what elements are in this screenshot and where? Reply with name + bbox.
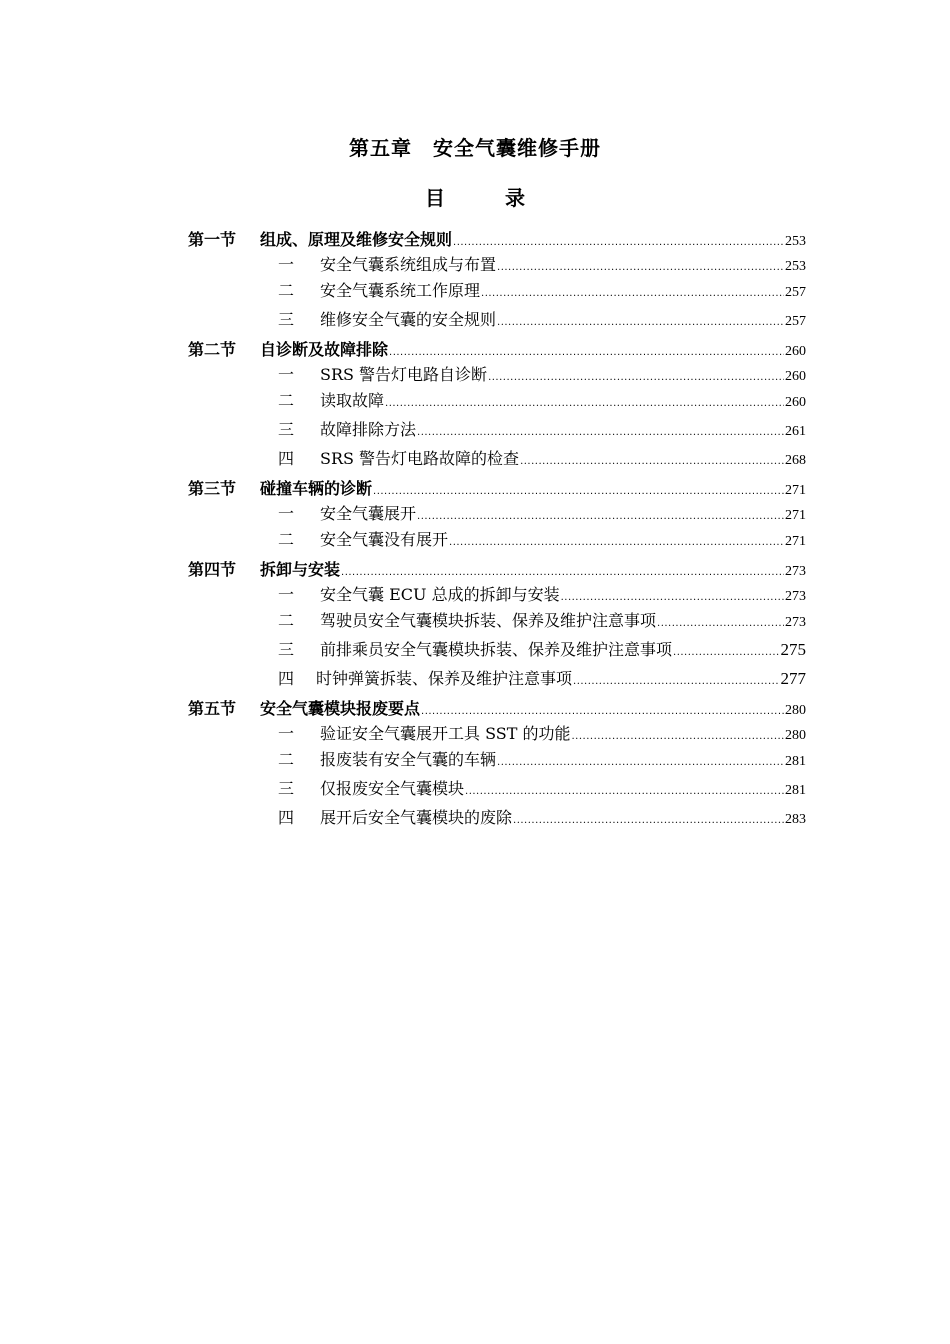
page-number: 268 xyxy=(785,453,806,468)
toc-item[interactable] xyxy=(188,502,806,525)
dot-leader xyxy=(657,609,784,635)
item-number: 二 xyxy=(278,750,295,769)
page-number: 261 xyxy=(785,424,806,439)
item-number: 二 xyxy=(278,281,295,300)
toc-item[interactable] xyxy=(188,664,806,693)
page-number: 257 xyxy=(785,314,806,329)
page-number: 253 xyxy=(785,259,806,274)
dot-leader xyxy=(389,339,784,363)
dot-leader xyxy=(497,256,784,276)
item-number: 三 xyxy=(278,310,295,329)
item-number: 一 xyxy=(278,255,295,274)
toc-item[interactable] xyxy=(188,363,806,386)
item-title: 读取故障 xyxy=(320,391,385,410)
dot-leader xyxy=(513,806,784,832)
page-number: 280 xyxy=(785,728,806,743)
item-title: 驾驶员安全气囊模块拆装、保养及维护注意事项 xyxy=(320,611,657,630)
toc-item[interactable] xyxy=(188,745,806,774)
item-number: 四 xyxy=(278,808,295,827)
page-number: 271 xyxy=(785,483,806,498)
toc-section[interactable] xyxy=(188,556,806,583)
item-title: 验证安全气囊展开工具 SST 的功能 xyxy=(320,724,571,743)
dot-leader xyxy=(561,586,784,606)
toc-item[interactable] xyxy=(188,253,806,276)
dot-leader xyxy=(573,667,779,693)
item-title: 安全气囊系统组成与布置 xyxy=(320,255,497,274)
item-title: 安全气囊没有展开 xyxy=(320,530,449,549)
toc-section[interactable] xyxy=(188,475,806,502)
item-title: 故障排除方法 xyxy=(320,420,417,439)
page-number: 280 xyxy=(785,703,806,718)
item-title: 展开后安全气囊模块的废除 xyxy=(320,808,513,827)
dot-leader xyxy=(481,279,784,305)
dot-leader xyxy=(449,528,784,554)
toc-item[interactable] xyxy=(188,525,806,554)
item-number: 二 xyxy=(278,530,295,549)
page-number: 281 xyxy=(785,783,806,798)
toc-item[interactable] xyxy=(188,276,806,305)
item-number: 四 xyxy=(278,669,295,688)
item-title: 安全气囊系统工作原理 xyxy=(320,281,481,300)
page-number: 273 xyxy=(785,564,806,579)
page-number: 275 xyxy=(780,640,806,659)
item-title: 时钟弹簧拆装、保养及维护注意事项 xyxy=(316,669,573,688)
page-number: 257 xyxy=(785,285,806,300)
section-title: 碰撞车辆的诊断 xyxy=(260,479,373,498)
section-number: 第四节 xyxy=(188,560,237,579)
toc-item[interactable] xyxy=(188,803,806,832)
dot-leader xyxy=(373,478,784,502)
page-number: 273 xyxy=(785,589,806,604)
dot-leader xyxy=(417,505,784,525)
dot-leader xyxy=(520,447,784,473)
toc-item[interactable] xyxy=(188,635,806,664)
page-number: 273 xyxy=(785,615,806,630)
section-number: 第三节 xyxy=(188,479,237,498)
item-number: 三 xyxy=(278,779,295,798)
dot-leader xyxy=(417,418,784,444)
item-number: 二 xyxy=(278,391,295,410)
section-title: 安全气囊模块报废要点 xyxy=(260,699,421,718)
section-title: 拆卸与安装 xyxy=(260,560,341,579)
dot-leader xyxy=(497,308,784,334)
toc-item[interactable] xyxy=(188,386,806,415)
item-title: 安全气囊 ECU 总成的拆卸与安装 xyxy=(320,585,560,604)
item-number: 一 xyxy=(278,504,295,523)
dot-leader xyxy=(572,725,785,745)
dot-leader xyxy=(673,638,779,664)
page-number: 260 xyxy=(785,369,806,384)
dot-leader xyxy=(385,389,784,415)
dot-leader xyxy=(497,748,784,774)
item-title: SRS 警告灯电路自诊断 xyxy=(320,365,488,384)
toc-item[interactable] xyxy=(188,444,806,473)
page-number: 281 xyxy=(785,754,806,769)
page-number: 253 xyxy=(785,234,806,249)
page-number: 271 xyxy=(785,534,806,549)
chapter-title: 第五章 安全气囊维修手册 xyxy=(349,136,601,160)
toc-item[interactable] xyxy=(188,305,806,334)
page-number: 260 xyxy=(785,395,806,410)
section-number: 第五节 xyxy=(188,699,237,718)
toc-item[interactable] xyxy=(188,583,806,606)
item-title: 维修安全气囊的安全规则 xyxy=(320,310,497,329)
dot-leader xyxy=(421,698,784,722)
toc-item[interactable] xyxy=(188,606,806,635)
item-number: 二 xyxy=(278,611,295,630)
item-title: SRS 警告灯电路故障的检查 xyxy=(320,449,520,468)
section-number: 第二节 xyxy=(188,340,237,359)
dot-leader xyxy=(341,559,784,583)
table-of-contents xyxy=(188,224,806,832)
dot-leader xyxy=(488,366,784,386)
page-number: 260 xyxy=(785,344,806,359)
toc-heading: 目 录 xyxy=(425,186,525,210)
item-number: 三 xyxy=(278,420,295,439)
item-number: 一 xyxy=(278,585,295,604)
section-number: 第一节 xyxy=(188,230,237,249)
item-number: 一 xyxy=(278,365,295,384)
section-title: 自诊断及故障排除 xyxy=(260,340,389,359)
item-number: 三 xyxy=(278,640,295,659)
item-title: 安全气囊展开 xyxy=(320,504,417,523)
toc-section[interactable] xyxy=(188,226,806,253)
item-number: 一 xyxy=(278,724,295,743)
toc-item[interactable] xyxy=(188,415,806,444)
toc-section[interactable] xyxy=(188,336,806,363)
toc-section[interactable] xyxy=(188,695,806,722)
item-title: 报废装有安全气囊的车辆 xyxy=(320,750,497,769)
dot-leader xyxy=(453,229,784,253)
toc-item[interactable] xyxy=(188,774,806,803)
page-number: 271 xyxy=(785,508,806,523)
toc-item[interactable] xyxy=(188,722,806,745)
page-number: 283 xyxy=(785,812,806,827)
section-title: 组成、原理及维修安全规则 xyxy=(260,230,453,249)
item-number: 四 xyxy=(278,449,295,468)
page-number: 277 xyxy=(780,669,806,688)
item-title: 前排乘员安全气囊模块拆装、保养及维护注意事项 xyxy=(320,640,673,659)
item-title: 仅报废安全气囊模块 xyxy=(320,779,465,798)
dot-leader xyxy=(465,777,784,803)
